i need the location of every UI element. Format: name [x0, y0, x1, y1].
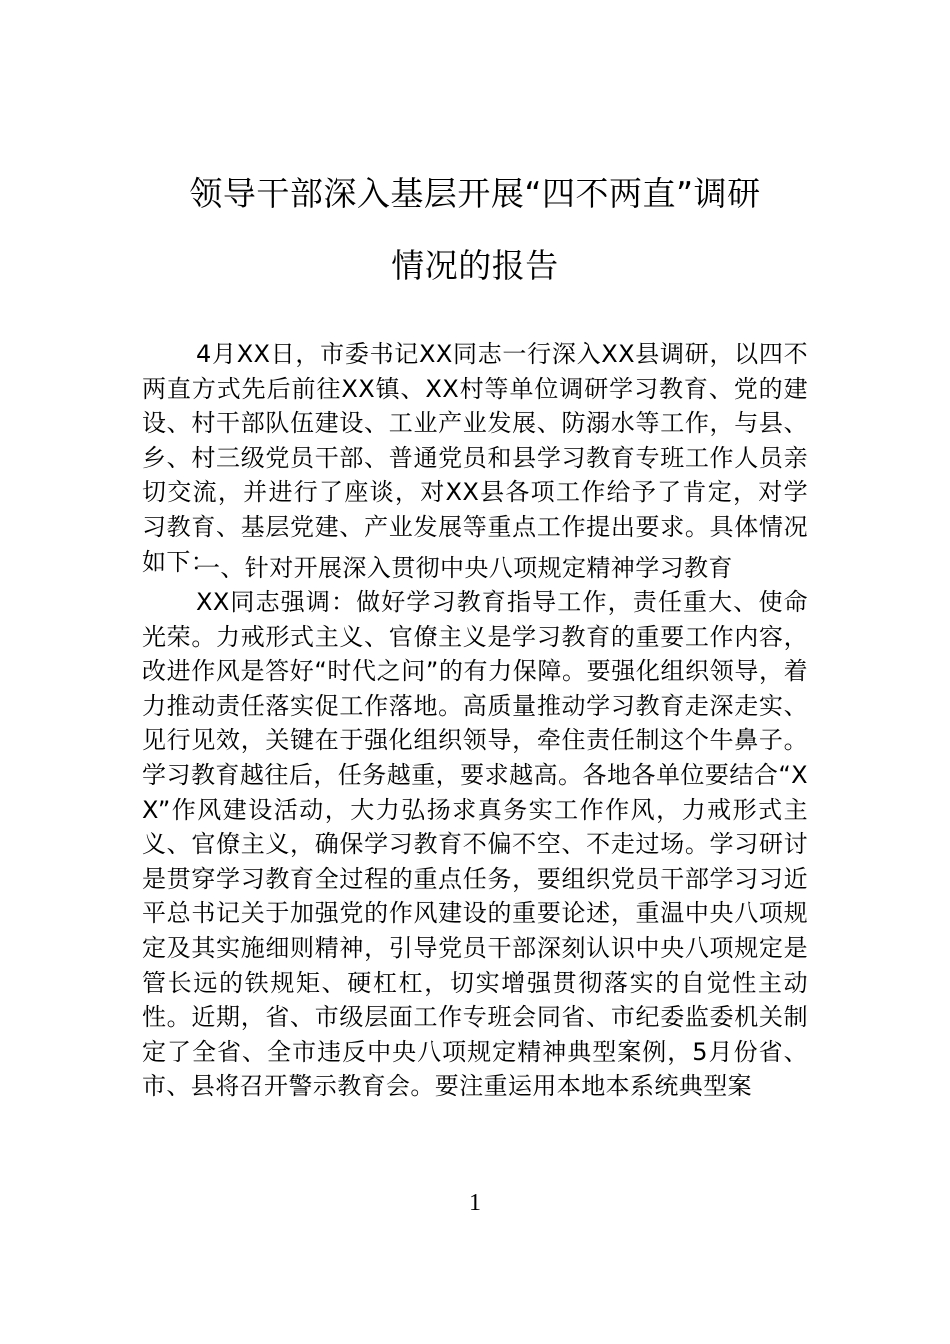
section-1	[142, 551, 808, 586]
paragraph-intro	[142, 337, 808, 579]
section-1-heading: 一、针对开展深入贯彻中央八项规定精神学习教育	[196, 554, 733, 582]
paragraph-2-text: XX同志强调：做好学习教育指导工作，责任重大、使命光荣。力戒形式主义、官僚主义是学习教育的重要工作内容，改进作风是答好“时代之问”的有力保障。要强化组织领导，着力推动责任落实促工作落地。高质量推动学习教育走深走实、见行见效，关键在于强化组织领导，牵住责任制这个牛鼻子。学习教育越往后，任务越重，要求越高。各地各单位要结合“XX”作风建设活动，大力弘扬求真务实工作作风，力戒形式主义、官僚主义，确保学习教育不偏不空、不走过场。学习研讨是贯穿学习教育全过程的重点任务，要组织党员干部学习习近平总书记关于加强党的作风建设的重要论述，重温中央八项规定及其实施细则精神，引导党员干部深刻认识中央八项规定是管长远的铁规矩、硬杠杠，切实增强贯彻落实的自觉性主动性。近期，省、市级层面工作专班会同省、市纪委监委机关制定了全省、全市违反中央八项规定精神典型案例，5月份省、市、县将召开警示教育会。要注重运用本地本系统典型案	[142, 588, 808, 1101]
paragraph-1-text: 4月XX日，市委书记XX同志一行深入XX县调研，以四不两直方式先后前往XX镇、XX村等单位调研学习教育、党的建设、村干部队伍建设、工业产业发展、防溺水等工作，与县、乡、村三级党员干部、普通党员和县学习教育专班工作人员亲切交流，并进行了座谈，对XX县各项工作给予了肯定，对学习教育、基层党建、产业发展等重点工作提出要求。具体情况如下：	[142, 340, 808, 576]
document-title-line-2: 情况的报告	[391, 246, 559, 285]
paragraph-section-1	[142, 585, 808, 1104]
document-title-line-1: 领导干部深入基层开展“四不两直”调研	[189, 174, 761, 213]
page-number: 1	[469, 1190, 481, 1216]
